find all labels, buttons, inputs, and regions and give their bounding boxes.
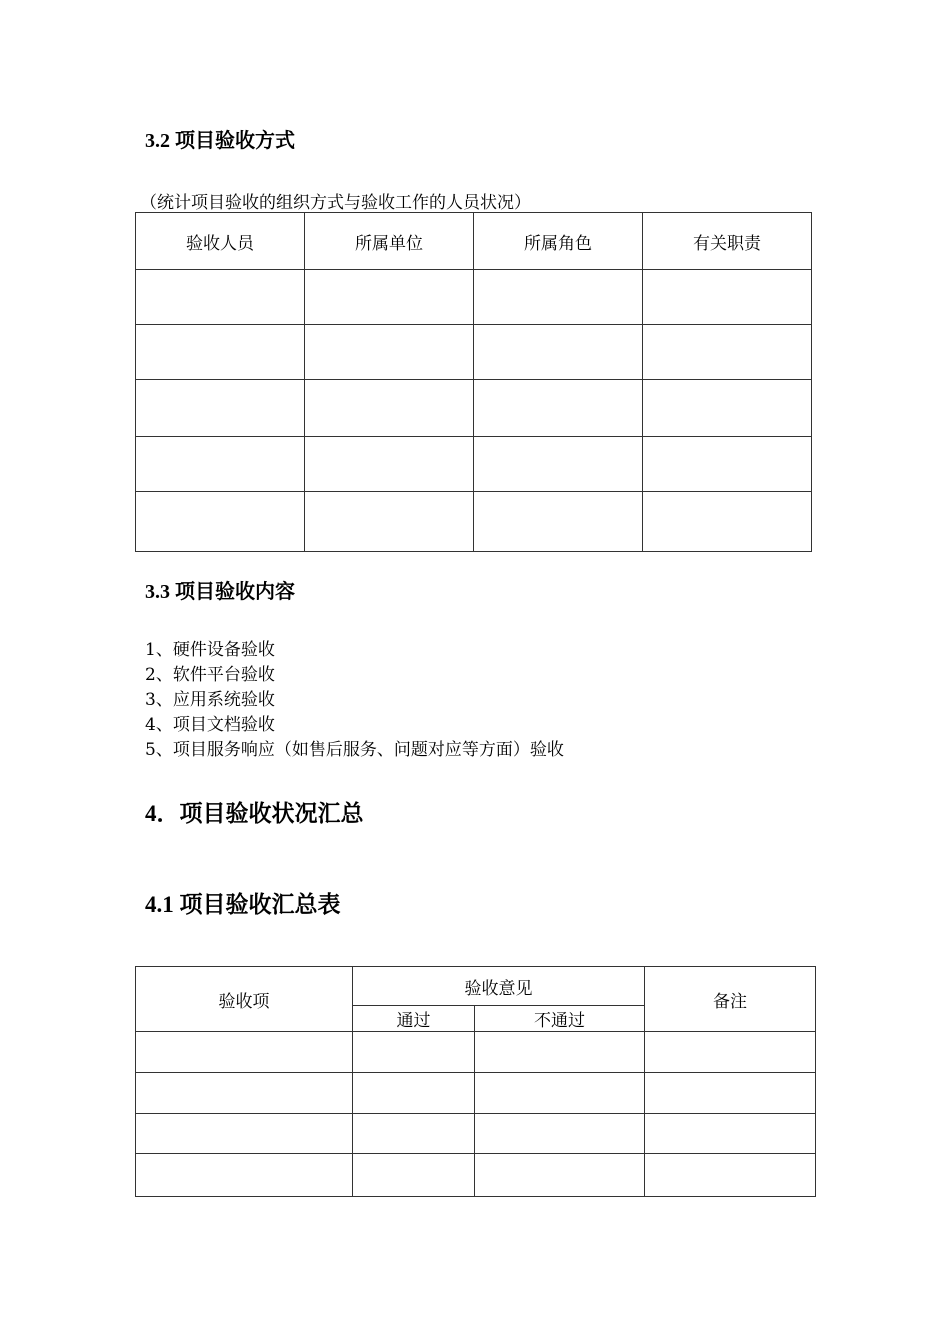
table-cell[interactable] <box>353 1073 475 1114</box>
table-row <box>136 270 812 325</box>
table-cell[interactable] <box>353 1032 475 1073</box>
table-cell[interactable] <box>475 1032 645 1073</box>
table-row <box>136 1073 816 1114</box>
table-cell[interactable] <box>474 270 643 325</box>
table-cell[interactable] <box>353 1114 475 1154</box>
table-cell[interactable] <box>475 1073 645 1114</box>
table-cell[interactable] <box>645 1154 816 1197</box>
header-remark: 备注 <box>645 967 816 1032</box>
table-cell[interactable] <box>136 1073 353 1114</box>
table-cell[interactable] <box>136 1114 353 1154</box>
table-cell[interactable] <box>353 1154 475 1197</box>
table-row <box>136 1032 816 1073</box>
section-3-2-note: （统计项目验收的组织方式与验收工作的人员状况） <box>140 193 531 213</box>
section-3-3-title: 3.3 项目验收内容 <box>145 581 295 603</box>
section-4-1-title: 4.1 项目验收汇总表 <box>145 892 341 917</box>
table-cell[interactable] <box>305 325 474 380</box>
table-cell[interactable] <box>474 325 643 380</box>
header-responsibility: 有关职责 <box>643 213 812 270</box>
list-item: 4、项目文档验收 <box>145 715 275 735</box>
table-cell[interactable] <box>474 437 643 492</box>
table-cell[interactable] <box>305 437 474 492</box>
table-cell[interactable] <box>645 1032 816 1073</box>
header-acceptance-item: 验收项 <box>136 967 353 1032</box>
section-4-title: 4．项目验收状况汇总 <box>145 801 364 826</box>
list-item: 1、硬件设备验收 <box>145 640 275 660</box>
table-row <box>136 1154 816 1197</box>
section-3-2-title: 3.2 项目验收方式 <box>145 130 295 152</box>
table-row <box>136 325 812 380</box>
table-cell[interactable] <box>643 492 812 552</box>
table-row <box>136 437 812 492</box>
table-cell[interactable] <box>136 492 305 552</box>
table-cell[interactable] <box>643 325 812 380</box>
list-item: 3、应用系统验收 <box>145 690 275 710</box>
table-row <box>136 380 812 437</box>
table-row <box>136 492 812 552</box>
table-cell[interactable] <box>136 437 305 492</box>
table-cell[interactable] <box>643 437 812 492</box>
header-pass: 通过 <box>353 1006 475 1032</box>
summary-table <box>135 966 816 1197</box>
table-cell[interactable] <box>136 270 305 325</box>
acceptance-content-list <box>145 638 564 763</box>
table-cell[interactable] <box>136 1154 353 1197</box>
table-cell[interactable] <box>475 1154 645 1197</box>
table-cell[interactable] <box>136 325 305 380</box>
table-cell[interactable] <box>475 1114 645 1154</box>
table-cell[interactable] <box>305 492 474 552</box>
table-cell[interactable] <box>305 270 474 325</box>
list-item: 2、软件平台验收 <box>145 665 275 685</box>
header-affiliation: 所属单位 <box>305 213 474 270</box>
header-fail: 不通过 <box>475 1006 645 1032</box>
table-cell[interactable] <box>474 492 643 552</box>
personnel-table-header-row <box>136 213 812 270</box>
table-cell[interactable] <box>136 380 305 437</box>
list-item: 5、项目服务响应（如售后服务、问题对应等方面）验收 <box>145 740 564 760</box>
table-row <box>136 1114 816 1154</box>
table-cell[interactable] <box>136 1032 353 1073</box>
table-cell[interactable] <box>643 270 812 325</box>
table-cell[interactable] <box>645 1114 816 1154</box>
personnel-table <box>135 212 812 552</box>
summary-table-header-row <box>136 967 816 1006</box>
header-acceptance-opinion: 验收意见 <box>353 967 645 1006</box>
table-cell[interactable] <box>645 1073 816 1114</box>
header-acceptance-staff: 验收人员 <box>136 213 305 270</box>
header-role: 所属角色 <box>474 213 643 270</box>
table-cell[interactable] <box>305 380 474 437</box>
table-cell[interactable] <box>643 380 812 437</box>
table-cell[interactable] <box>474 380 643 437</box>
